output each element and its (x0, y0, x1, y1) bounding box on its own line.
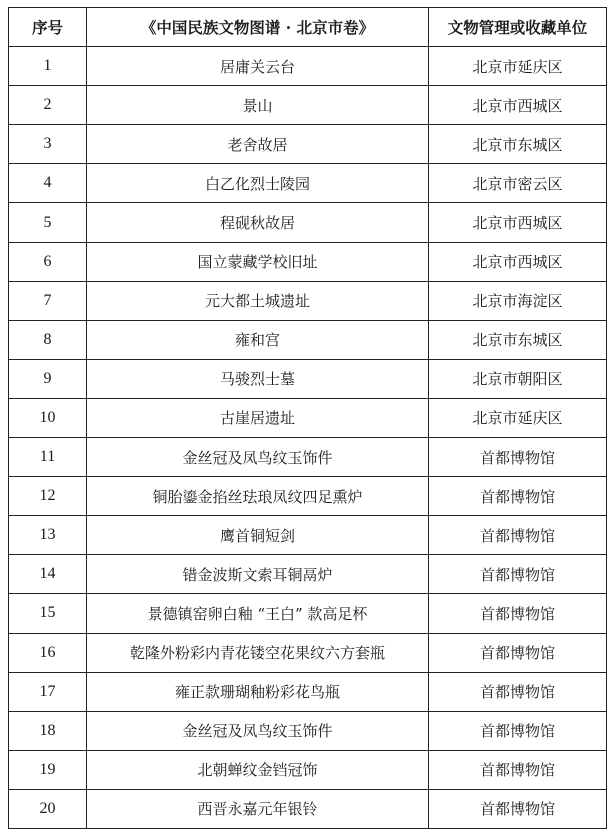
row-unit: 北京市西城区 (429, 242, 607, 281)
row-index: 2 (9, 86, 87, 125)
row-index: 6 (9, 242, 87, 281)
row-index: 17 (9, 672, 87, 711)
row-item: 北朝蝉纹金铛冠饰 (87, 750, 429, 789)
row-item: 老舍故居 (87, 125, 429, 164)
row-index: 12 (9, 477, 87, 516)
row-item: 铜胎鎏金掐丝珐琅凤纹四足熏炉 (87, 477, 429, 516)
table-row (9, 438, 607, 477)
header-unit: 文物管理或收藏单位 (429, 8, 607, 47)
table-row (9, 203, 607, 242)
table-row (9, 633, 607, 672)
row-unit: 北京市密云区 (429, 164, 607, 203)
row-index: 18 (9, 711, 87, 750)
row-index: 20 (9, 789, 87, 828)
table-row (9, 86, 607, 125)
table-row (9, 516, 607, 555)
row-item: 国立蒙藏学校旧址 (87, 242, 429, 281)
row-item: 雍和宫 (87, 320, 429, 359)
row-unit: 北京市东城区 (429, 125, 607, 164)
table-row (9, 281, 607, 320)
table-row (9, 672, 607, 711)
table-row (9, 47, 607, 86)
row-unit: 北京市西城区 (429, 203, 607, 242)
row-index: 4 (9, 164, 87, 203)
header-row (9, 8, 607, 47)
row-unit: 首都博物馆 (429, 477, 607, 516)
row-unit: 北京市海淀区 (429, 281, 607, 320)
row-unit: 首都博物馆 (429, 750, 607, 789)
row-unit: 北京市东城区 (429, 320, 607, 359)
row-item: 马骏烈士墓 (87, 359, 429, 398)
table-row (9, 750, 607, 789)
row-index: 15 (9, 594, 87, 633)
table-row (9, 711, 607, 750)
table-row (9, 242, 607, 281)
row-item: 金丝冠及凤鸟纹玉饰件 (87, 438, 429, 477)
row-unit: 首都博物馆 (429, 438, 607, 477)
row-item: 乾隆外粉彩内青花镂空花果纹六方套瓶 (87, 633, 429, 672)
row-unit: 北京市延庆区 (429, 398, 607, 437)
table-row (9, 477, 607, 516)
table-row (9, 555, 607, 594)
row-index: 14 (9, 555, 87, 594)
table-row (9, 359, 607, 398)
row-unit: 北京市西城区 (429, 86, 607, 125)
table-row (9, 398, 607, 437)
row-unit: 首都博物馆 (429, 516, 607, 555)
table-row (9, 320, 607, 359)
row-index: 9 (9, 359, 87, 398)
row-index: 19 (9, 750, 87, 789)
row-index: 3 (9, 125, 87, 164)
table-row (9, 164, 607, 203)
row-item: 金丝冠及凤鸟纹玉饰件 (87, 711, 429, 750)
row-index: 8 (9, 320, 87, 359)
row-unit: 首都博物馆 (429, 789, 607, 828)
row-item: 白乙化烈士陵园 (87, 164, 429, 203)
row-index: 7 (9, 281, 87, 320)
row-item: 错金波斯文索耳铜鬲炉 (87, 555, 429, 594)
row-unit: 首都博物馆 (429, 672, 607, 711)
document-page (8, 7, 606, 829)
row-item: 景山 (87, 86, 429, 125)
row-index: 5 (9, 203, 87, 242)
row-item: 西晋永嘉元年银铃 (87, 789, 429, 828)
row-unit: 首都博物馆 (429, 594, 607, 633)
row-item: 景德镇窑卵白釉 “王白” 款高足杯 (87, 594, 429, 633)
row-item: 鹰首铜短剑 (87, 516, 429, 555)
row-index: 16 (9, 633, 87, 672)
row-index: 1 (9, 47, 87, 86)
table-row (9, 125, 607, 164)
row-unit: 北京市朝阳区 (429, 359, 607, 398)
row-item: 程砚秋故居 (87, 203, 429, 242)
row-index: 10 (9, 398, 87, 437)
row-unit: 首都博物馆 (429, 711, 607, 750)
row-unit: 首都博物馆 (429, 633, 607, 672)
row-index: 11 (9, 438, 87, 477)
header-item: 《中国民族文物图谱 · 北京市卷》 (87, 8, 429, 47)
row-index: 13 (9, 516, 87, 555)
header-index: 序号 (9, 8, 87, 47)
relics-table (8, 7, 607, 829)
row-unit: 北京市延庆区 (429, 47, 607, 86)
table-row (9, 594, 607, 633)
row-unit: 首都博物馆 (429, 555, 607, 594)
row-item: 元大都土城遗址 (87, 281, 429, 320)
table-row (9, 789, 607, 828)
row-item: 古崖居遗址 (87, 398, 429, 437)
row-item: 雍正款珊瑚釉粉彩花鸟瓶 (87, 672, 429, 711)
row-item: 居庸关云台 (87, 47, 429, 86)
